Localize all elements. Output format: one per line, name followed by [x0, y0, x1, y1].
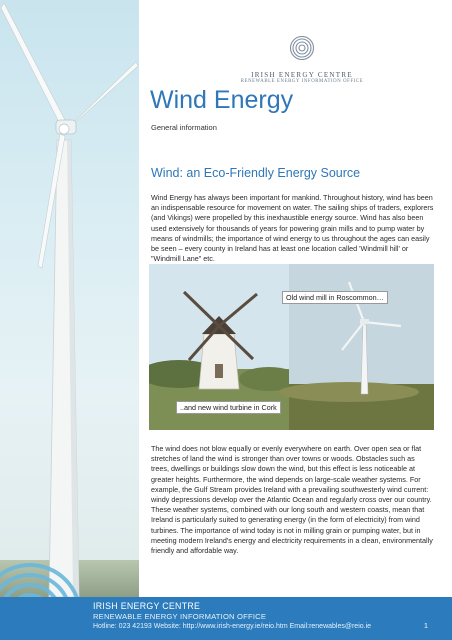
body-paragraph: The wind does not blow equally or evenly everywhere on earth. Over open sea or flat stretches of land the wind is stronger than over towns or woods. Obstacles such as trees, dwellings or buildings slow down the wind, but this effect is less noticeable at greater heights. Furthermore, the wind depends on large-scale weather systems. For example, the Gulf Stream provides Ireland with a prevailing southwesterly wind current: windy depressions develop over the Atlantic Ocean and regularly cross over our country. These weather systems, combined with our long south and western coasts, mean that Ireland is particularly suited to generating energy (in the form of electricity) from wind turbines. The importance of wind today is not in milling grain or pumping water, but in meeting modern Ireland's energy and electricity requirements in a clean, environmentally friendly and affordable way. [151, 444, 433, 556]
logo-tagline: RENEWABLE ENERGY INFORMATION OFFICE [240, 79, 364, 84]
logo-name: IRISH ENERGY CENTRE [251, 71, 353, 79]
footer-contact: Hotline: 023 42193 Website: http://www.irish-energy.ie/reio.htm Email:renewables@reio.ie [93, 623, 372, 630]
turbine-caption: ..and new wind turbine in Cork [176, 401, 281, 414]
irish-energy-centre-logo [222, 36, 382, 84]
page-title: Wind Energy [150, 86, 294, 114]
footer-office: RENEWABLE ENERGY INFORMATION OFFICE [93, 612, 267, 621]
section-heading: Wind: an Eco-Friendly Energy Source [151, 166, 361, 180]
modern-turbine-photo [279, 264, 434, 430]
logo-spiral-icon [289, 36, 315, 60]
page-subtitle: General information [151, 123, 217, 132]
intro-paragraph: Wind Energy has always been important for mankind. Throughout history, wind has been an indispensable resource for movement on water. The sailing ships of traders, explorers (and Vikings) were propelled by this inexhaustible energy source. Wind has also been used extensively for thousands of years for powering grain mills and to pump water by means of windmills; the importance of wind energy to us throughout the ages can easily be seen – every county in Ireland has at least one location called 'Windmill hill' or "Windmill Lane" etc. [151, 193, 434, 264]
windmill-caption: Old wind mill in Roscommon… [282, 291, 388, 304]
wind-turbine-image [0, 0, 139, 597]
page-number: 1 [424, 623, 428, 630]
footer-org: IRISH ENERGY CENTRE [93, 601, 201, 611]
